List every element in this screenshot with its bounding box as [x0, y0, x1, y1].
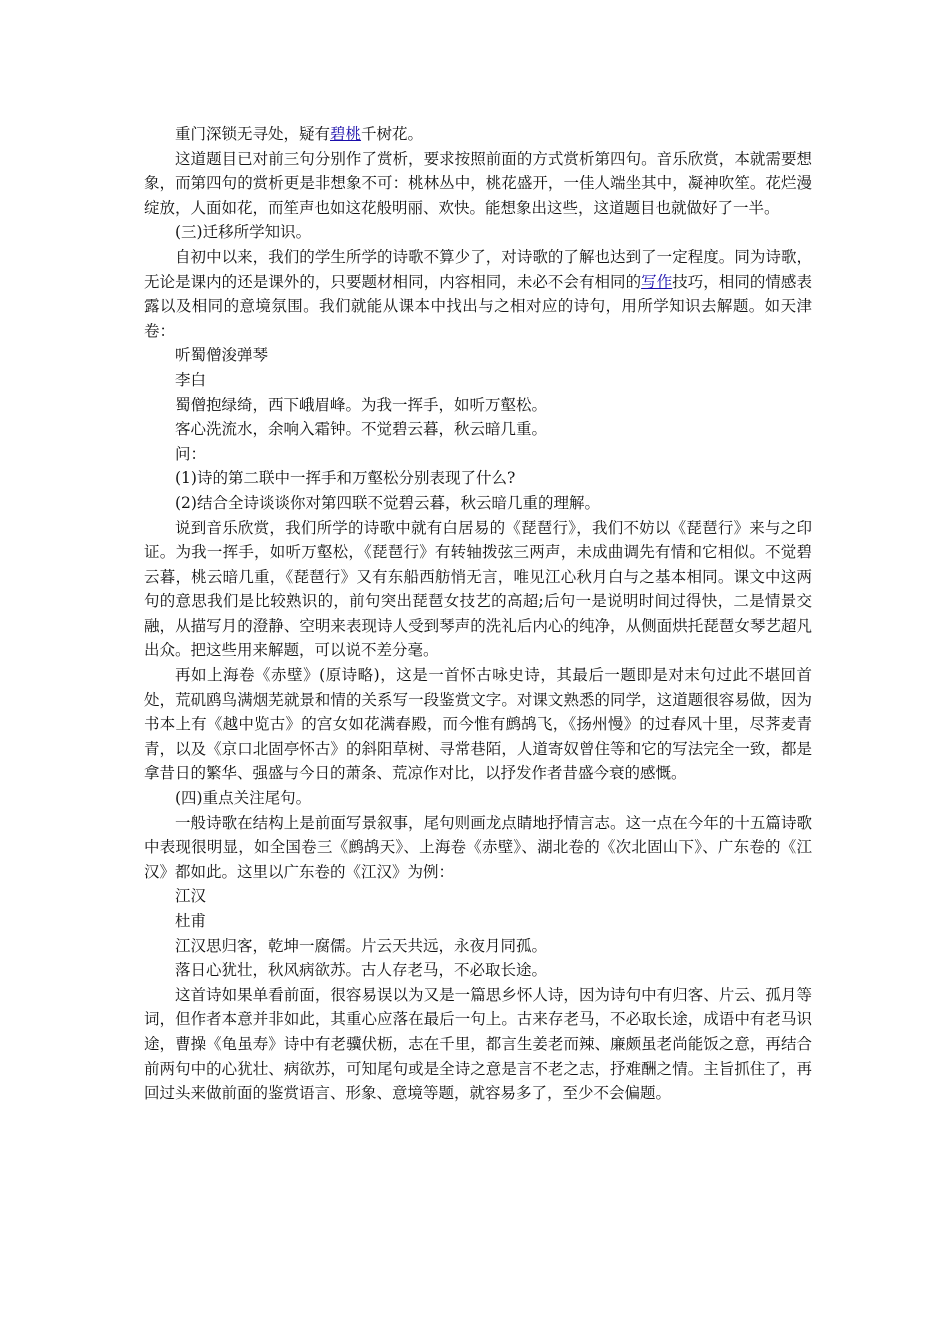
document-body — [144, 122, 812, 1106]
text-line — [144, 958, 812, 983]
text-segment: 说到音乐欣赏，我们所学的诗歌中就有白居易的《琵琶行》，我们不妨以《琵琶行》来与之印证。为我一挥手，如听万壑松，《琵琶行》有转轴拨弦三两声，未成曲调先有情和它相似。不觉碧云暮，桃云暗几重，《琵琶行》又有东船西舫悄无言，唯见江心秋月白与之基本相同。课文中这两句的意思我们是比较熟识的，前句突出琵琶女技艺的高超;后句一是说明时间过得快，二是情景交融，从描写月的澄静、空明来表现诗人受到琴声的洗礼后内心的纯净，从侧面烘托琵琶女琴艺超凡出众。把这些用来解题，可以说不差分毫。 — [144, 518, 812, 660]
text-segment: 再如上海卷《赤壁》(原诗略)，这是一首怀古咏史诗，其最后一题即是对末句过此不堪回首处，荒矶鸥鸟满烟芜就景和情的关系写一段鉴赏文字。对课文熟悉的同学，这道题很容易做，因为书本上有《越中览古》的宫女如花满春殿，而今惟有鹧鸪飞，《扬州慢》的过春风十里，尽荠麦青青，以及《京口北固亭怀古》的斜阳草树、寻常巷陌，人道寄奴曾住等和它的写法完全一致，都是拿昔日的繁华、强盛与今日的萧条、荒凉作对比，以抒发作者昔盛今衰的感慨。 — [144, 666, 812, 783]
text-line — [144, 884, 812, 909]
text-line — [144, 220, 812, 245]
body-paragraph — [144, 245, 812, 343]
text-segment: 蜀僧抱绿绮，西下峨眉峰。为我一挥手，如听万壑松。 — [175, 395, 548, 414]
text-line — [144, 466, 812, 491]
text-segment: 听蜀僧浚弹琴 — [175, 346, 269, 365]
text-segment: 落日心犹壮，秋风病欲苏。古人存老马，不必取长途。 — [175, 961, 548, 980]
text-line — [144, 393, 812, 418]
text-segment: 杜甫 — [175, 912, 207, 930]
text-segment: 客心洗流水，余响入霜钟。不觉碧云暮，秋云暗几重。 — [175, 420, 548, 439]
body-paragraph — [144, 147, 812, 221]
text-line — [144, 343, 812, 368]
body-paragraph — [144, 663, 812, 786]
text-segment: 这道题目已对前三句分别作了赏析，要求按照前面的方式赏析第四句。音乐欣赏，本就需要想象，而第四句的赏析更是非想象不可：桃林丛中，桃花盛开，一佳人端坐其中，凝神吹笙。花烂漫绽放，人面如花，而笙声也如这花般明丽、欢快。能想象出这些，这道题目也就做好了一半。 — [144, 149, 812, 217]
inline-link[interactable]: 碧桃 — [330, 125, 362, 143]
text-segment: 江汉 — [175, 887, 207, 906]
text-segment: 这首诗如果单看前面，很容易误以为又是一篇思乡怀人诗，因为诗句中有归客、片云、孤月等词，但作者本意并非如此，其重心应落在最后一句上。古来存老马，不必取长途，成语中有老马识途，曹操《龟虽寿》诗中有老骥伏枥，志在千里，都言生姜老而辣、廉颇虽老尚能饭之意，再结合前两句中的心犹壮、病欲苏，可知尾句或是全诗之意是言不老之志，抒难酬之情。主旨抓住了，再回过头来做前面的鉴赏语言、形象、意境等题，就容易多了，至少不会偏题。 — [144, 985, 812, 1103]
inline-link[interactable]: 写作 — [641, 272, 673, 291]
text-line — [144, 122, 812, 147]
text-line — [144, 786, 812, 811]
text-segment: 李白 — [175, 370, 207, 389]
body-paragraph — [144, 983, 812, 1106]
text-line — [144, 368, 812, 393]
text-segment: (1)诗的第二联中一挥手和万壑松分别表现了什么? — [175, 469, 516, 488]
text-segment: 一般诗歌在结构上是前面写景叙事，尾句则画龙点睛地抒情言志。这一点在今年的十五篇诗歌中表现很明显，如全国卷三《鹧鸪天》、上海卷《赤壁》、湖北卷的《次北固山下》、广东卷的《江汉》都如此。这里以广东卷的《江汉》为例： — [144, 813, 812, 881]
text-segment: 自初中以来，我们的学生所学的诗歌不算少了，对诗歌的了解也达到了一定程度。同为诗歌，无论是课内的还是课外的，只要题材相同，内容相同，未必不会有相同的 — [144, 247, 812, 291]
text-line — [144, 491, 812, 516]
text-line — [144, 934, 812, 959]
text-segment: 技巧，相同的情感表露以及相同的意境氛围。我们就能从课本中找出与之相对应的诗句，用所学知识去解题。如天津卷： — [144, 272, 812, 340]
text-segment: (四)重点关注尾句。 — [175, 789, 312, 808]
text-segment: (三)迁移所学知识。 — [175, 223, 312, 242]
text-line — [144, 909, 812, 934]
text-segment: 重门深锁无寻处，疑有 — [175, 125, 331, 143]
body-paragraph — [144, 516, 812, 664]
text-segment: 问： — [175, 444, 207, 463]
text-segment: (2)结合全诗谈谈你对第四联不觉碧云暮，秋云暗几重的理解。 — [175, 493, 600, 512]
text-line — [144, 442, 812, 467]
text-line — [144, 417, 812, 442]
text-segment: 江汉思归客，乾坤一腐儒。片云天共远，永夜月同孤。 — [175, 936, 548, 955]
body-paragraph — [144, 811, 812, 885]
text-segment: 千树花。 — [361, 125, 424, 143]
